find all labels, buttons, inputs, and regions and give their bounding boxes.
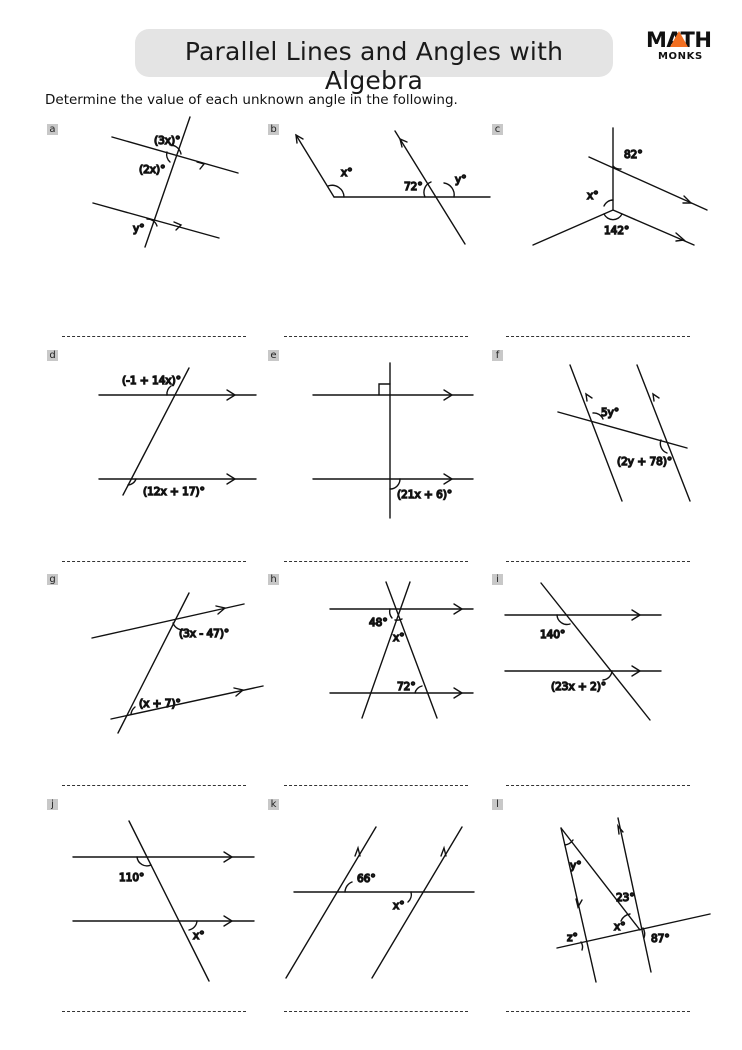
angle-label-l-5: z° (567, 932, 578, 944)
angle-label-c-2: x° (587, 190, 599, 202)
angle-label-l-4: 87° (651, 933, 670, 945)
diagram-h (330, 582, 473, 718)
angle-label-b-3: y° (455, 174, 467, 186)
problem-label-c: c (492, 124, 503, 135)
angle-label-j-2: x° (193, 930, 205, 942)
angle-label-a-3: y° (133, 223, 145, 235)
angle-label-l-2: 23° (616, 892, 635, 904)
angle-label-e-1: (21x + 6)° (397, 489, 453, 501)
problem-label-k: k (268, 799, 279, 810)
page-title: Parallel Lines and Angles with Algebra (184, 37, 564, 95)
diagram-j (73, 821, 254, 981)
angle-label-c-1: 82° (624, 149, 643, 161)
problem-label-f: f (492, 350, 503, 361)
angle-label-h-2: x° (393, 632, 405, 644)
angle-label-g-2: (x + 7)° (139, 698, 181, 710)
logo-sub-text: MONKS (658, 51, 703, 62)
diagram-i (505, 583, 661, 720)
diagram-d (99, 368, 256, 498)
angle-label-k-2: x° (393, 900, 405, 912)
logo-main-text: MATH (646, 28, 712, 52)
diagram-g (92, 593, 263, 733)
angle-label-a-1: (3x)° (154, 135, 181, 147)
problem-label-l: l (492, 799, 503, 810)
angle-label-h-1: 48° (369, 617, 388, 629)
angle-label-d-2: (12x + 17)° (143, 486, 205, 498)
problem-label-b: b (268, 124, 279, 135)
problem-label-d: d (47, 350, 58, 361)
instructions: Determine the value of each unknown angle in the following. (45, 92, 458, 108)
angle-label-i-1: 140° (540, 629, 566, 641)
problem-label-h: h (268, 574, 279, 585)
problem-label-e: e (268, 350, 279, 361)
angle-label-f-2: (2y + 78)° (617, 456, 673, 468)
angle-label-i-2: (23x + 2)° (551, 681, 607, 693)
angle-label-a-2: (2x)° (139, 164, 166, 176)
angle-label-c-3: 142° (604, 225, 630, 237)
angle-label-b-2: 72° (404, 181, 423, 193)
diagram-a (93, 117, 238, 247)
problem-label-j: j (47, 799, 58, 810)
diagram-b (296, 131, 490, 244)
logo-triangle-icon (670, 31, 688, 47)
angle-label-k-1: 66° (357, 873, 376, 885)
angle-label-l-1: y° (570, 860, 582, 872)
angle-label-l-3: x° (614, 921, 626, 933)
problem-label-g: g (47, 574, 58, 585)
angle-label-g-1: (3x - 47)° (179, 628, 230, 640)
problem-label-a: a (47, 124, 58, 135)
angle-label-j-1: 110° (119, 872, 145, 884)
diagram-e (313, 363, 473, 518)
angle-label-d-1: (-1 + 14x)° (122, 375, 181, 387)
angle-label-f-1: 5y° (601, 407, 620, 419)
diagram-k (286, 827, 474, 978)
diagram-l (557, 818, 710, 982)
angle-label-b-1: x° (341, 167, 353, 179)
problem-label-i: i (492, 574, 503, 585)
angle-label-h-3: 72° (397, 681, 416, 693)
diagram-f (558, 365, 690, 501)
diagram-c (533, 128, 707, 245)
